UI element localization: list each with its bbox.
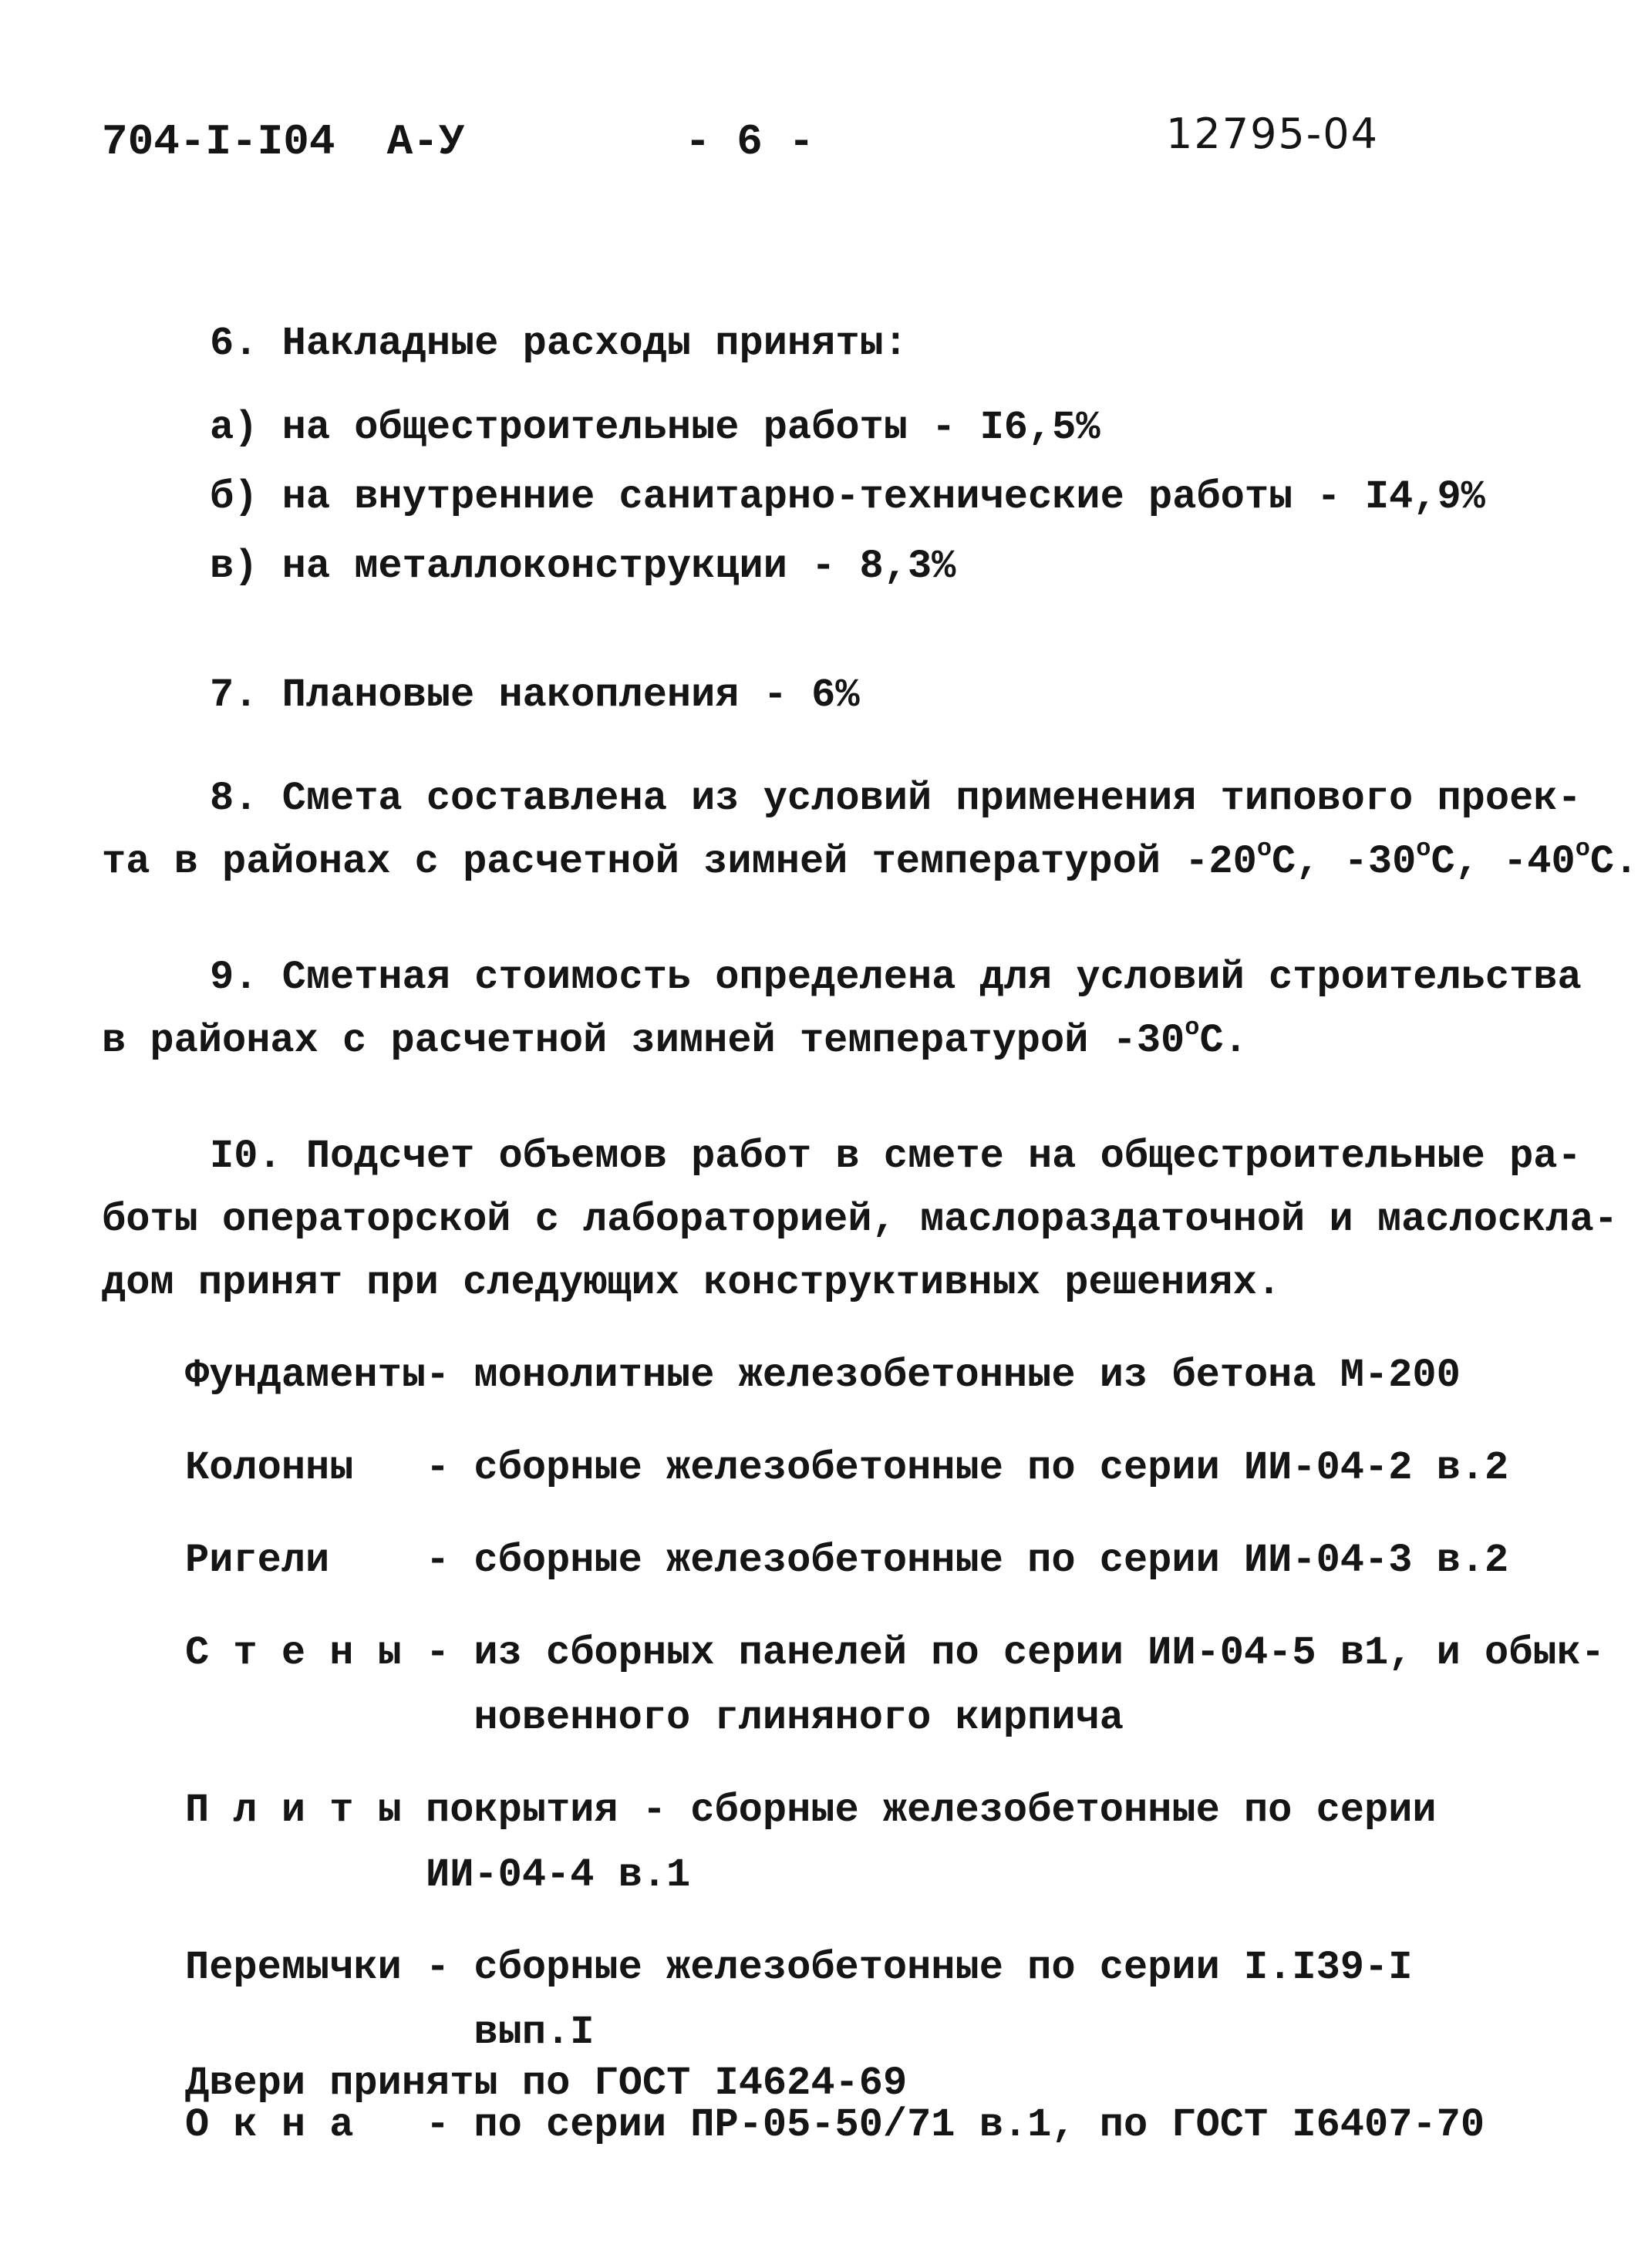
structure-label: Ригели [185, 1538, 330, 1583]
structure-desc: - сборные железобетонные по серии I.I39-I вып.I [426, 1945, 1413, 2055]
item6-a: а) на общестроительные работы - I6,5% [210, 405, 1100, 450]
item6-c: в) на металлоконструкции - 8,3% [210, 544, 956, 589]
page-number: - 6 - [685, 117, 815, 167]
item8-line2: та в районах с расчетной зимней температурой $-20^оС$, $-30^оС$, $-40^оС$. [102, 834, 1638, 885]
structure-row [185, 1343, 1573, 1408]
structure-desc: - по серии ПР-05-50/71 в.1, по ГОСТ I6407-70 [426, 2102, 1485, 2148]
document-code: 704-I-I04 А-У [102, 117, 465, 167]
structure-label: Фундаменты [185, 1353, 426, 1398]
structure-desc: - из сборных панелей по серии ИИ-04-5 в1, и обык- новенного глиняного кирпича [426, 1630, 1606, 1741]
structure-label: С т е н ы [185, 1630, 402, 1676]
structure-label: П л и т ы [185, 1788, 402, 1833]
structure-label: Колонны [185, 1445, 354, 1491]
structure-desc: покрытия - сборные железобетонные по серии ИИ-04-4 в.1 [426, 1788, 1437, 1898]
structure-desc: - сборные железобетонные по серии ИИ-04-3 в.2 [426, 1538, 1509, 1583]
structure-row [185, 1436, 1573, 1501]
structure-label: Перемычки [185, 1945, 402, 1990]
degree-sign: о [1575, 834, 1590, 863]
item10-line2: боты операторской с лабораторией, маслораздаточной и маслоскла- [102, 1197, 1618, 1242]
item9-line1: 9. Сметная стоимость определена для условий строительства [210, 955, 1582, 1000]
structure-row [185, 1621, 1606, 1751]
structure-row [185, 1936, 1573, 2065]
item7: 7. Плановые накопления - 6% [210, 672, 860, 718]
item10-line3: дом принят при следующих конструктивных решениях. [102, 1260, 1282, 1306]
item6-title: 6. Накладные расходы приняты: [210, 321, 908, 366]
item10-line1: I0. Подсчет объемов работ в смете на общестроительные ра- [210, 1134, 1582, 1179]
degree-sign: о [1256, 834, 1272, 863]
degree-sign: о [1416, 834, 1431, 863]
structures-list [185, 1343, 1606, 2158]
item9-line2: в районах с расчетной зимней температурой $-30^оС$. [102, 1013, 1248, 1063]
structure-desc: - монолитные железобетонные из бетона М-200 [426, 1353, 1461, 1398]
doors-note: Двери приняты по ГОСТ I4624-69 [185, 2061, 908, 2106]
item6-b: б) на внутренние санитарно-технические работы - I4,9% [210, 474, 1485, 520]
item8-line1: 8. Смета составлена из условий применения типового проек- [210, 776, 1582, 821]
structure-row [185, 1778, 1573, 1908]
inventory-number: 12795-04 [1166, 110, 1379, 158]
structure-desc: - сборные железобетонные по серии ИИ-04-2 в.2 [426, 1445, 1509, 1491]
structure-row [185, 1528, 1573, 1593]
degree-sign: о [1185, 1013, 1200, 1042]
structure-label: О к н а [185, 2102, 354, 2148]
